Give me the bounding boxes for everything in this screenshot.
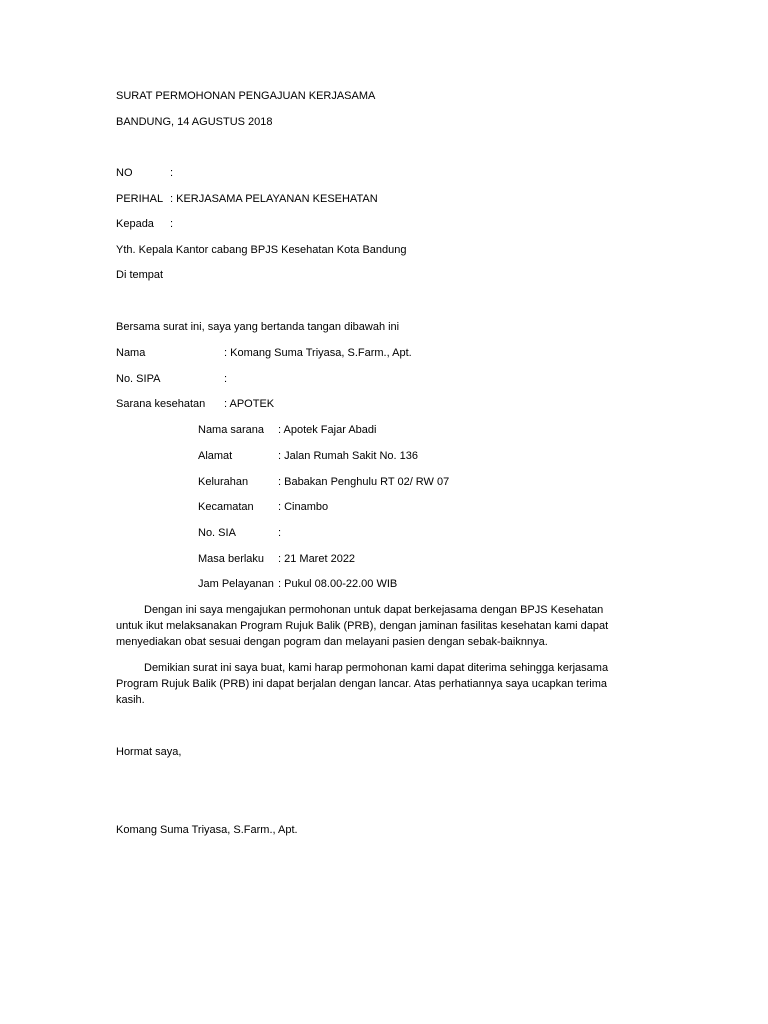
paragraph1-line2: untuk ikut melaksanakan Program Rujuk Balik (PRB), dengan jaminan fasilitas kesehatan kami dapat — [116, 620, 609, 632]
field-value-kelurahan: : Babakan Penghulu RT 02/ RW 07 — [278, 476, 450, 488]
field-value-kecamatan: : Cinambo — [278, 501, 329, 513]
field-label-sipa: No. SIPA — [116, 373, 161, 385]
field-label-kecamatan: Kecamatan — [198, 501, 254, 513]
paragraph2-line3: kasih. — [116, 694, 145, 706]
field-label-kelurahan: Kelurahan — [198, 476, 249, 488]
field-label-sia: No. SIA — [198, 527, 236, 539]
field-label-nama-sarana: Nama sarana — [198, 424, 265, 436]
paragraph1-line3: menyediakan obat sesuai dengan pogram dan melayani pasien dengan sebak-baiknnya. — [116, 636, 548, 648]
field-value-sarana: : APOTEK — [224, 398, 275, 410]
field-value-perihal: : KERJASAMA PELAYANAN KESEHATAN — [170, 193, 378, 205]
field-value-sia: : — [278, 527, 282, 539]
field-label-nama: Nama — [116, 347, 146, 359]
paragraph1-line1: Dengan ini saya mengajukan permohonan untuk dapat berkejasama dengan BPJS Kesehatan — [144, 604, 604, 616]
paragraph2-line2: Program Rujuk Balik (PRB) ini dapat berjalan dengan lancar. Atas perhatiannya saya ucapkan terima — [116, 678, 607, 690]
letter-title: SURAT PERMOHONAN PENGAJUAN KERJASAMA — [116, 90, 376, 102]
field-value-sipa: : — [224, 373, 228, 385]
recipient: Yth. Kepala Kantor cabang BPJS Kesehatan Kota Bandung — [116, 244, 407, 256]
field-label-jam-pelayanan: Jam Pelayanan — [198, 578, 274, 590]
field-label-masa-berlaku: Masa berlaku — [198, 553, 265, 565]
field-label-alamat: Alamat — [198, 450, 233, 462]
field-value-nama: : Komang Suma Triyasa, S.Farm., Apt. — [224, 347, 412, 359]
field-label-sarana: Sarana kesehatan — [116, 398, 206, 410]
signatory-name: Komang Suma Triyasa, S.Farm., Apt. — [116, 824, 298, 836]
field-label-perihal: PERIHAL — [116, 193, 164, 205]
intro-text: Bersama surat ini, saya yang bertanda tangan dibawah ini — [116, 321, 400, 333]
paragraph2-line1: Demikian surat ini saya buat, kami harap permohonan kami dapat diterima sehingga kerjasama — [144, 662, 609, 674]
field-label-kepada: Kepada — [116, 218, 154, 230]
location: Di tempat — [116, 269, 164, 281]
field-value-alamat: : Jalan Rumah Sakit No. 136 — [278, 450, 419, 462]
field-value-masa-berlaku: : 21 Maret 2022 — [278, 553, 356, 565]
field-value-no: : — [170, 167, 174, 179]
field-label-no: NO — [116, 167, 133, 179]
field-value-nama-sarana: : Apotek Fajar Abadi — [278, 424, 377, 436]
closing: Hormat saya, — [116, 746, 182, 758]
place-date: BANDUNG, 14 AGUSTUS 2018 — [116, 116, 273, 128]
field-value-kepada: : — [170, 218, 174, 230]
field-value-jam-pelayanan: : Pukul 08.00-22.00 WIB — [278, 578, 398, 590]
